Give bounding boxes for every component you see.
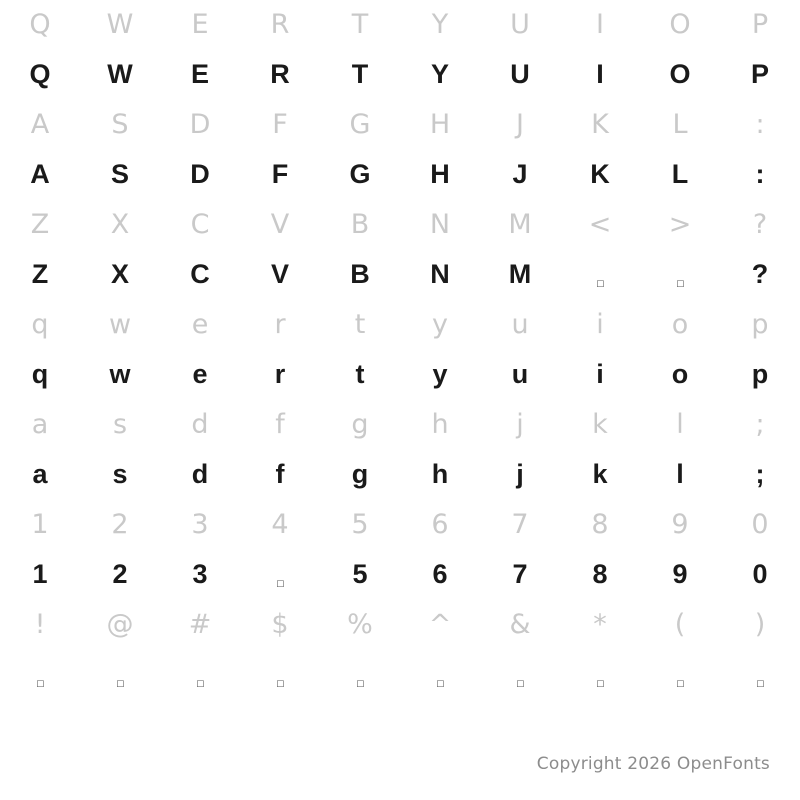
notdef-glyph bbox=[0, 661, 80, 688]
glyph-cell: r bbox=[274, 308, 286, 340]
glyph-cell: f bbox=[275, 458, 285, 489]
notdef-glyph bbox=[480, 661, 560, 688]
glyph-cell: A bbox=[30, 158, 50, 189]
glyph-cell: % bbox=[347, 608, 373, 640]
glyph-cell: u bbox=[511, 308, 529, 340]
glyph-cell: w bbox=[109, 358, 131, 389]
glyph-cell: 4 bbox=[271, 508, 289, 540]
glyph-cell: R bbox=[270, 8, 290, 40]
glyph-cell: d bbox=[191, 408, 209, 440]
glyph-cell: * bbox=[593, 608, 607, 640]
glyph-cell: J bbox=[516, 108, 524, 140]
glyph-cell: L bbox=[671, 158, 689, 189]
glyph-cell: ) bbox=[754, 608, 766, 640]
glyph-cell: ? bbox=[752, 208, 768, 240]
glyph-cell: y bbox=[432, 308, 448, 340]
glyph-cell: i bbox=[596, 358, 604, 389]
glyph-cell: q bbox=[31, 308, 49, 340]
glyph-cell: F bbox=[272, 108, 288, 140]
glyph-cell: R bbox=[270, 58, 290, 89]
glyph-cell: l bbox=[676, 458, 684, 489]
glyph-cell: H bbox=[429, 108, 451, 140]
notdef-box-icon: □ bbox=[597, 277, 603, 290]
glyph-cell: y bbox=[432, 358, 448, 389]
glyph-cell: a bbox=[31, 408, 49, 440]
glyph-cell: G bbox=[349, 158, 371, 189]
glyph-cell: t bbox=[355, 358, 365, 389]
glyph-cell: A bbox=[30, 108, 50, 140]
glyph-cell: $ bbox=[271, 608, 289, 640]
glyph-cell: u bbox=[511, 358, 529, 389]
glyph-cell: ^ bbox=[428, 608, 452, 640]
glyph-cell: ; bbox=[755, 458, 765, 489]
notdef-glyph bbox=[560, 661, 640, 688]
glyph-cell: V bbox=[270, 208, 290, 240]
notdef-glyph bbox=[720, 661, 800, 688]
glyph-cell: O bbox=[669, 58, 691, 89]
glyph-row bbox=[0, 48, 800, 100]
glyph-cell: > bbox=[668, 208, 692, 240]
glyph-cell: H bbox=[430, 158, 450, 189]
glyph-cell: < bbox=[588, 208, 612, 240]
glyph-cell: Z bbox=[30, 208, 50, 240]
glyph-cell: j bbox=[516, 408, 524, 440]
glyph-cell: M bbox=[508, 258, 532, 289]
glyph-row bbox=[0, 148, 800, 200]
glyph-cell: 7 bbox=[511, 508, 529, 540]
glyph-cell: I bbox=[596, 58, 604, 89]
glyph-cell: e bbox=[192, 358, 208, 389]
glyph-cell: : bbox=[755, 158, 765, 189]
glyph-cell: p bbox=[751, 358, 769, 389]
glyph-cell: W bbox=[107, 58, 133, 89]
glyph-cell: 6 bbox=[432, 558, 448, 589]
glyph-cell: i bbox=[596, 308, 604, 340]
glyph-cell: 1 bbox=[32, 558, 48, 589]
glyph-cell: O bbox=[669, 8, 691, 40]
glyph-row bbox=[0, 348, 800, 400]
glyph-cell: f bbox=[275, 408, 285, 440]
glyph-cell: h bbox=[431, 408, 449, 440]
glyph-row bbox=[0, 248, 800, 300]
glyph-cell: L bbox=[672, 108, 688, 140]
glyph-cell: 0 bbox=[751, 508, 769, 540]
glyph-cell: 7 bbox=[512, 558, 528, 589]
glyph-cell: @ bbox=[106, 608, 134, 640]
glyph-cell: Y bbox=[430, 58, 449, 89]
glyph-cell: d bbox=[191, 458, 209, 489]
glyph-cell: g bbox=[351, 458, 369, 489]
glyph-cell: J bbox=[512, 158, 528, 189]
notdef-glyph bbox=[240, 661, 320, 688]
glyph-cell: K bbox=[590, 158, 610, 189]
glyph-cell: 1 bbox=[31, 508, 49, 540]
notdef-glyph bbox=[400, 661, 480, 688]
glyph-cell: S bbox=[111, 108, 129, 140]
glyph-cell: F bbox=[271, 158, 289, 189]
glyph-cell: a bbox=[32, 458, 48, 489]
glyph-cell: N bbox=[430, 258, 450, 289]
notdef-box-icon: □ bbox=[757, 677, 763, 690]
glyph-row bbox=[0, 548, 800, 600]
glyph-cell: P bbox=[751, 8, 769, 40]
glyph-cell: l bbox=[676, 408, 684, 440]
glyph-cell: D bbox=[189, 108, 211, 140]
notdef-glyph bbox=[80, 661, 160, 688]
glyph-cell: I bbox=[596, 8, 604, 40]
glyph-cell: 2 bbox=[111, 508, 129, 540]
glyph-cell: U bbox=[510, 58, 530, 89]
glyph-cell: T bbox=[351, 58, 369, 89]
notdef-glyph bbox=[640, 661, 720, 688]
glyph-cell: T bbox=[351, 8, 369, 40]
glyph-cell: 3 bbox=[191, 508, 209, 540]
glyph-cell: Y bbox=[431, 8, 449, 40]
glyph-cell: 2 bbox=[112, 558, 128, 589]
glyph-cell: : bbox=[755, 108, 765, 140]
glyph-row bbox=[0, 600, 800, 648]
glyph-cell: Q bbox=[29, 58, 51, 89]
glyph-cell: X bbox=[110, 258, 129, 289]
glyph-cell: C bbox=[190, 208, 210, 240]
notdef-box-icon: □ bbox=[37, 677, 43, 690]
glyph-cell: 8 bbox=[591, 508, 609, 540]
glyph-cell: ; bbox=[755, 408, 765, 440]
glyph-cell: M bbox=[508, 208, 532, 240]
glyph-cell: # bbox=[188, 608, 212, 640]
notdef-box-icon: □ bbox=[597, 677, 603, 690]
notdef-box-icon: □ bbox=[117, 677, 123, 690]
glyph-cell: 5 bbox=[352, 558, 368, 589]
glyph-cell: G bbox=[349, 108, 371, 140]
notdef-box-icon: □ bbox=[197, 677, 203, 690]
glyph-row bbox=[0, 300, 800, 348]
glyph-cell: P bbox=[750, 58, 769, 89]
glyph-cell: B bbox=[350, 258, 370, 289]
glyph-row bbox=[0, 448, 800, 500]
glyph-cell: W bbox=[106, 8, 134, 40]
notdef-box-icon: □ bbox=[437, 677, 443, 690]
notdef-glyph bbox=[320, 661, 400, 688]
glyph-cell: p bbox=[751, 308, 769, 340]
glyph-cell: e bbox=[191, 308, 209, 340]
glyph-cell: V bbox=[270, 258, 289, 289]
glyph-cell: j bbox=[516, 458, 524, 489]
glyph-cell: t bbox=[354, 308, 366, 340]
notdef-box-icon: □ bbox=[677, 677, 683, 690]
notdef-glyph bbox=[240, 561, 320, 588]
glyph-cell: r bbox=[274, 358, 286, 389]
glyph-cell: K bbox=[591, 108, 609, 140]
glyph-cell: k bbox=[592, 458, 608, 489]
glyph-row bbox=[0, 400, 800, 448]
glyph-row bbox=[0, 100, 800, 148]
notdef-glyph bbox=[560, 261, 640, 288]
glyph-cell: 8 bbox=[592, 558, 608, 589]
glyph-cell: o bbox=[671, 308, 689, 340]
notdef-box-icon: □ bbox=[357, 677, 363, 690]
glyph-cell: g bbox=[351, 408, 369, 440]
glyph-cell: o bbox=[671, 358, 689, 389]
glyph-cell: X bbox=[110, 208, 130, 240]
glyph-cell: C bbox=[190, 258, 210, 289]
notdef-box-icon: □ bbox=[517, 677, 523, 690]
glyph-cell: E bbox=[190, 58, 209, 89]
glyph-cell: 0 bbox=[752, 558, 768, 589]
glyph-cell: U bbox=[510, 8, 530, 40]
glyph-cell: s bbox=[112, 458, 128, 489]
notdef-box-icon: □ bbox=[277, 677, 283, 690]
glyph-row bbox=[0, 200, 800, 248]
glyph-cell: N bbox=[429, 208, 451, 240]
glyph-cell: 5 bbox=[351, 508, 369, 540]
glyph-cell: q bbox=[31, 358, 49, 389]
glyph-cell: D bbox=[190, 158, 210, 189]
glyph-cell: 9 bbox=[672, 558, 688, 589]
glyph-cell: Z bbox=[31, 258, 49, 289]
glyph-cell: 9 bbox=[671, 508, 689, 540]
glyph-cell: B bbox=[350, 208, 370, 240]
notdef-box-icon: □ bbox=[677, 277, 683, 290]
notdef-box-icon: □ bbox=[277, 577, 283, 590]
copyright-notice: Copyright 2026 OpenFonts bbox=[536, 754, 770, 774]
glyph-row bbox=[0, 0, 800, 48]
glyph-cell: 6 bbox=[431, 508, 449, 540]
glyph-cell: E bbox=[191, 8, 209, 40]
glyph-cell: ? bbox=[751, 258, 769, 289]
glyph-cell: h bbox=[431, 458, 449, 489]
glyph-cell: ! bbox=[34, 608, 46, 640]
glyph-cell: w bbox=[108, 308, 132, 340]
glyph-row bbox=[0, 500, 800, 548]
glyph-cell: ( bbox=[674, 608, 686, 640]
notdef-glyph bbox=[640, 261, 720, 288]
glyph-cell: S bbox=[110, 158, 129, 189]
glyph-row bbox=[0, 648, 800, 700]
glyph-cell: Q bbox=[29, 8, 51, 40]
notdef-glyph bbox=[160, 661, 240, 688]
glyph-cell: 3 bbox=[192, 558, 208, 589]
glyph-cell: & bbox=[509, 608, 531, 640]
glyph-cell: s bbox=[112, 408, 128, 440]
glyph-cell: k bbox=[592, 408, 608, 440]
